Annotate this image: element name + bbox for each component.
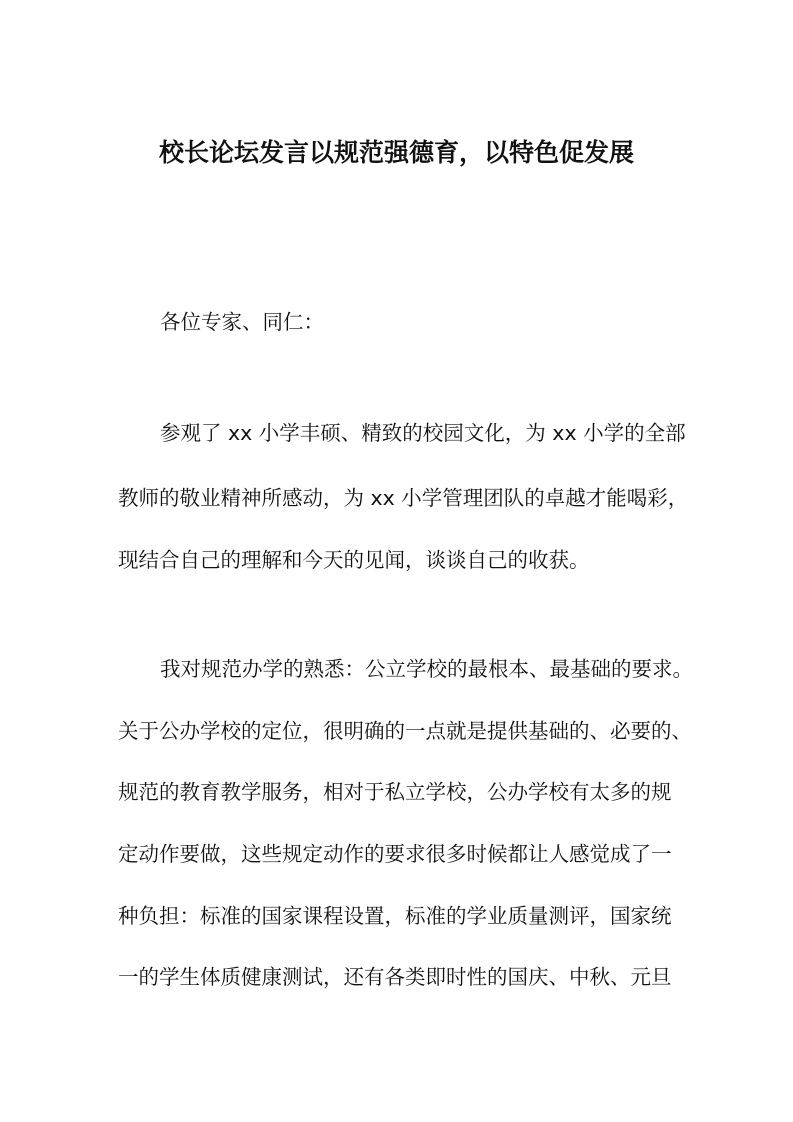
paragraph-line: 关于公办学校的定位，很明确的一点就是提供基础的、必要的、 bbox=[118, 719, 692, 743]
paragraph-line: 教师的敬业精神所感动，为 xx 小学管理团队的卓越才能喝彩， bbox=[118, 486, 689, 510]
paragraph-line: 种负担：标准的国家课程设置，标准的学业质量测评，国家统 bbox=[118, 904, 672, 928]
paragraph-line: 现结合自己的理解和今天的见闻，谈谈自己的收获。 bbox=[118, 548, 590, 572]
document-title: 校长论坛发言以规范强德育，以特色促发展 bbox=[158, 138, 634, 167]
paragraph-line: 规范的教育教学服务，相对于私立学校，公办学校有太多的规 bbox=[118, 780, 672, 804]
paragraph-line: 定动作要做，这些规定动作的要求很多时候都让人感觉成了一 bbox=[118, 842, 672, 866]
paragraph-line: 一的学生体质健康测试，还有各类即时性的国庆、中秋、元旦 bbox=[118, 965, 672, 989]
greeting: 各位专家、同仁： bbox=[160, 310, 324, 334]
paragraph-line: 参观了 xx 小学丰硕、精致的校园文化，为 xx 小学的全部 bbox=[160, 421, 686, 445]
paragraph-line: 我对规范办学的熟悉：公立学校的最根本、最基础的要求。 bbox=[160, 657, 693, 681]
